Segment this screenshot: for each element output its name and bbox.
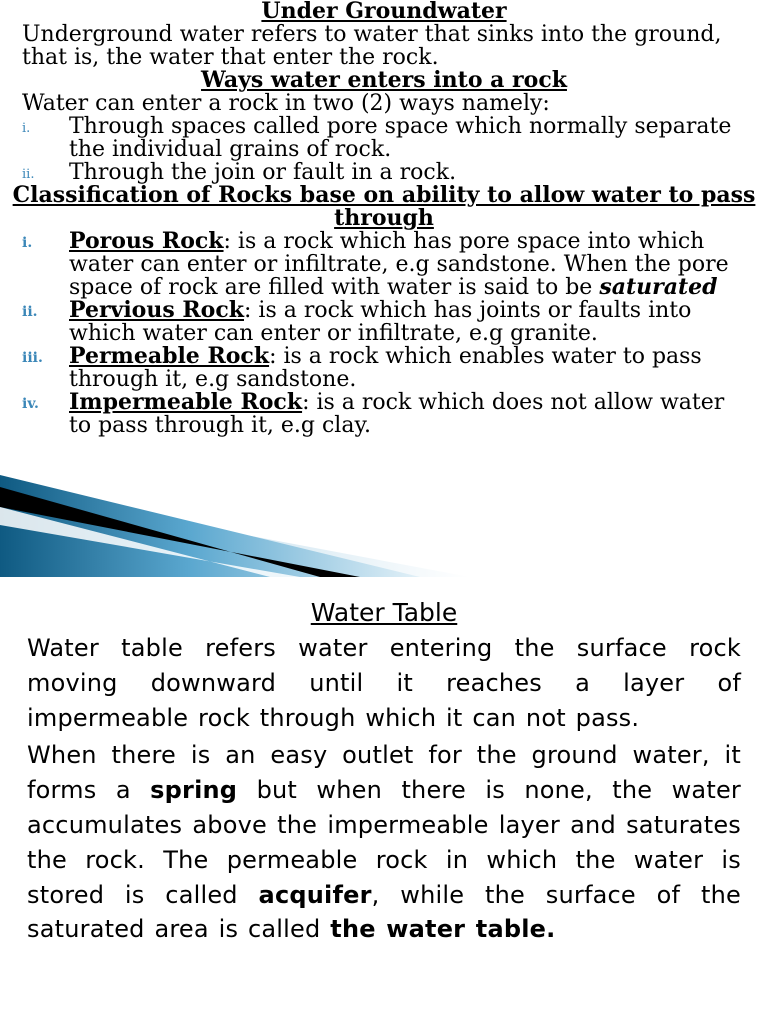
list-item <box>0 230 768 299</box>
ways-list <box>0 115 768 184</box>
explanation-text: When there is an easy outlet for the ground water, it forms a <box>27 741 741 805</box>
list-item-text: Through the join or fault in a rock. <box>69 160 457 185</box>
list-marker: iii. <box>22 350 43 366</box>
slide2-title: Water Table <box>310 598 458 627</box>
list-item <box>0 115 768 161</box>
slide-water-table <box>0 577 768 1024</box>
term-acquifer: acquifer <box>258 880 372 909</box>
ways-intro: Water can enter a rock in two (2) ways namely: <box>22 91 550 116</box>
term-spring: spring <box>150 776 238 805</box>
rock-description: : is a rock which has pore space into which water can enter or infiltrate, e.g sandstone. When the pore space of rock are filled with water is said to be <box>69 229 729 300</box>
ways-heading: Ways water enters into a rock <box>201 67 567 93</box>
rock-term: Permeable Rock <box>69 343 270 369</box>
rock-term: Pervious Rock <box>69 297 244 323</box>
classification-heading: Classification of Rocks base on ability to allow water to pass through <box>12 182 756 231</box>
list-item <box>0 299 768 345</box>
rocks-list <box>0 230 768 437</box>
rock-description: : is a rock which enables water to pass through it, e.g sandstone. <box>69 344 702 392</box>
intro-paragraph: Underground water refers to water that sinks into the ground, that is, the water that enter the rock. <box>22 22 722 70</box>
rock-emphasis: saturated <box>599 274 718 300</box>
water-table-definition: Water table refers water entering the surface rock moving downward until it reaches a layer of impermeable rock through which it can not pass. <box>27 634 741 732</box>
term-water-table: the water table. <box>330 915 556 944</box>
list-item <box>0 161 768 184</box>
list-marker: i. <box>22 121 31 136</box>
explanation-text: , while the surface of the saturated area is called <box>27 880 741 944</box>
list-item-text: Through spaces called pore space which normally separate the individual grains of rock. <box>69 114 732 162</box>
list-item <box>0 391 768 437</box>
list-marker: ii. <box>22 167 35 182</box>
explanation-text: but when there is none, the water accumulates above the impermeable layer and saturates the rock. The permeable rock in which the water is stored is called <box>27 776 741 909</box>
list-marker: ii. <box>22 304 38 320</box>
rock-description: : is a rock which does not allow water to pass through it, e.g clay. <box>69 390 725 438</box>
list-item <box>0 345 768 391</box>
rock-description: : is a rock which has joints or faults into which water can enter or infiltrate, e.g granite. <box>69 298 692 346</box>
water-table-explanation <box>27 738 741 947</box>
list-marker: i. <box>22 235 33 251</box>
slide-decoration <box>0 467 768 577</box>
rock-term: Impermeable Rock <box>69 389 303 415</box>
list-marker: iv. <box>22 396 39 412</box>
slide1-title: Under Groundwater <box>261 0 507 24</box>
rock-term: Porous Rock <box>69 228 224 254</box>
